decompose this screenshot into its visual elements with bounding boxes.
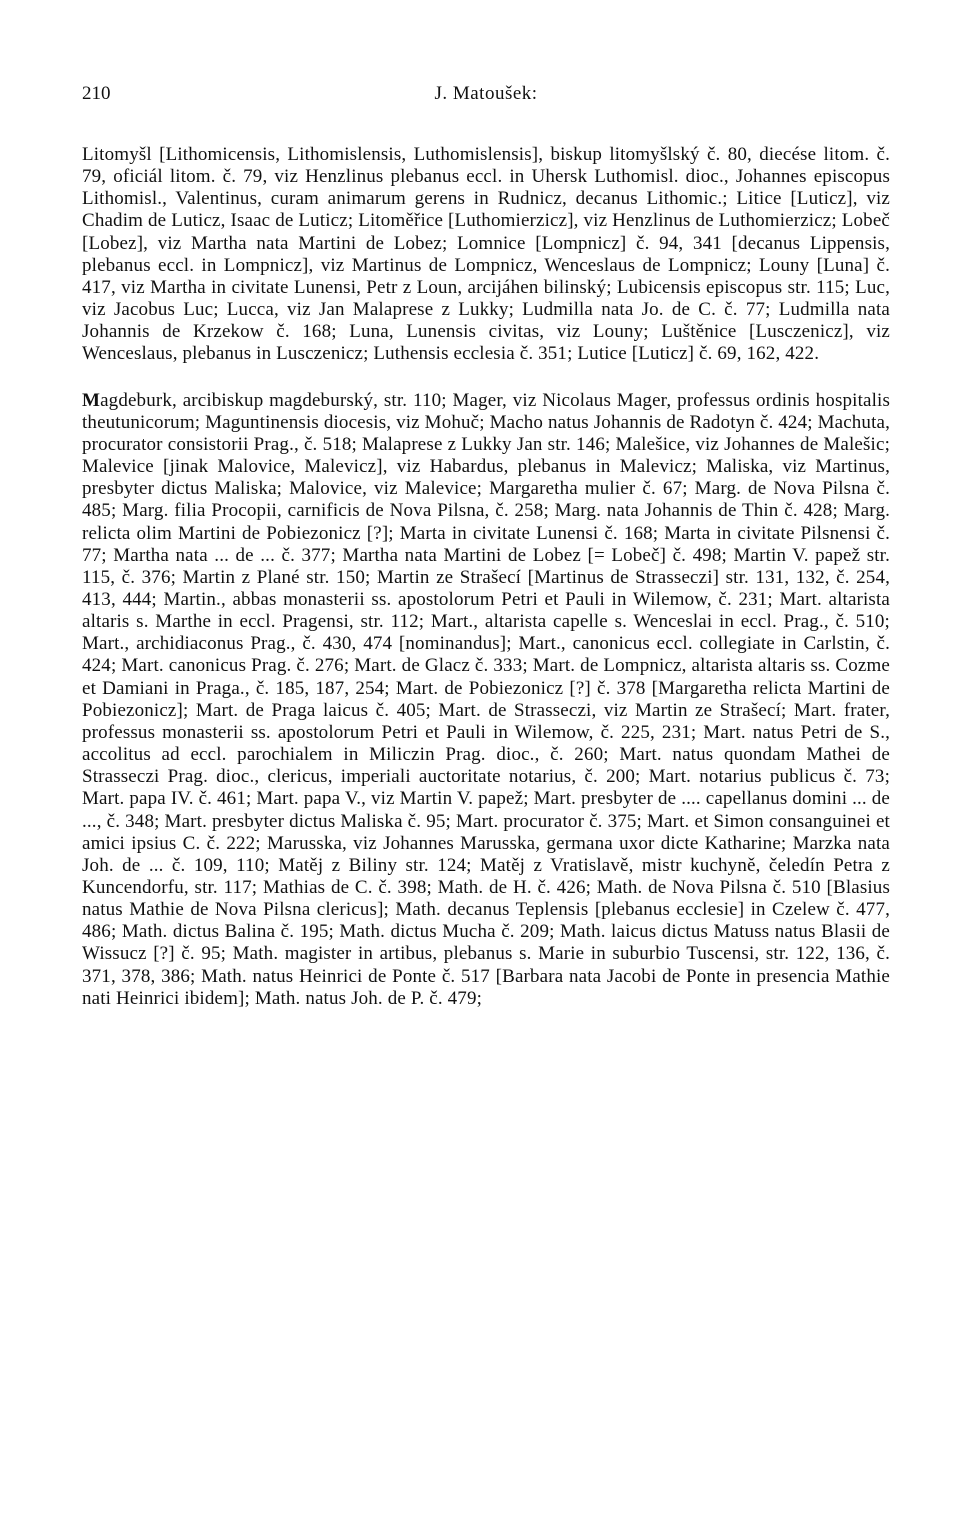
section-initial-letter: M <box>82 389 101 411</box>
index-entry-paragraph-m <box>82 390 890 1010</box>
document-page <box>82 72 890 1010</box>
paragraph-text: Litomyšl [Lithomicensis, Lithomislensis, Luthomislensis], biskup litomyšlský č. 80, diecése litom. č. 79, oficiál litom. č. 79, viz Henzlinus plebanus eccl. in Uhersk Luthomisl. dioc., Johannes episcopus Lithomisl., Valentinus, curam animarum gerens in Rudnicz, decanus Lithomic.; Litice [Luticz], viz Chadim de Luticz, Isaac de Luticz; Litoměřice [Luthomierzicz], viz Henzlinus de Luthomierzicz; Lobeč [Lobez], viz Martha nata Martini de Lobez; Lomnice [Lompnicz] č. 94, 341 [decanus Lippensis, plebanus eccl. in Lompnicz], viz Martinus de Lompnicz, Wenceslaus de Lompnicz; Louny [Luna] č. 417, viz Martha in civitate Lunensi, Petr z Loun, arcijáhen bilinský; Lubicensis episcopus str. 115; Luc, viz Jacobus Luc; Lucca, viz Jan Malaprese z Lukky; Ludmilla nata Jo. de C. č. 77; Ludmilla nata Johannis de Krzekow č. 168; Luna, Lunensis civitas, viz Louny; Luštěnice [Lusczenicz], viz Wenceslaus, plebanus in Lusczenicz; Luthensis ecclesia č. 351; Lutice [Luticz] č. 69, 162, 422. <box>82 144 890 365</box>
index-body <box>82 144 890 1010</box>
running-head <box>82 72 890 116</box>
page-number: 210 <box>82 83 111 104</box>
paragraph-text: agdeburk, arcibiskup magdeburský, str. 110; Mager, viz Nicolaus Mager, professus ordinis hospitalis theutunicorum; Maguntinensis diocesis, viz Mohuč; Macho natus Johannis de Radotyn č. 424; Machuta, procurator consistorii Prag., č. 518; Malaprese z Lukky Jan str. 146; Malešice, viz Johannes de Malešic; Malevice [jinak Malovice, Malevicz], viz Habardus, plebanus in Malevicz; Maliska, viz Martinus, presbyter dictus Maliska; Malovice, viz Malevice; Margaretha mulier č. 67; Marg. de Nova Pilsna č. 485; Marg. filia Procopii, carnificis de Nova Pilsna, č. 258; Marg. nata Johannis de Thin č. 428; Marg. relicta olim Martini de Pobiezonicz [?]; Marta in civitate Lunensi č. 168; Marta in civitate Pilsnensi č. 77; Martha nata ... de ... č. 377; Martha nata Martini de Lobez [= Lobeč] č. 498; Martin V. papež str. 115, č. 376; Martin z Plané str. 150; Martin ze Strašecí [Martinus de Strasseczi] str. 131, 132, č. 254, 413, 444; Martin., abbas monasterii ss. apostolorum Petri et Pauli in Wilemow, č. 231; Mart. altarista altaris s. Marthe in eccl. Pragensi, str. 112; Mart., altarista capelle s. Wenceslai in eccl. Prag., č. 510; Mart., archidiaconus Prag., č. 430, 474 [nominandus]; Mart., canonicus eccl. collegiate in Carlstin, č. 424; Mart. canonicus Prag. č. 276; Mart. de Glacz č. 333; Mart. de Lompnicz, altarista altaris ss. Cozme et Damiani in Praga., č. 185, 187, 254; Mart. de Pobiezonicz [?] č. 378 [Margaretha relicta Martini de Pobiezonicz]; Mart. de Praga laicus č. 405; Mart. de Strasseczi, viz Martin ze Strašecí; Mart. frater, professus monasterii ss. apostolorum Petri et Pauli in Wilemow, č. 225, 231; Mart. natus Petri de S., accolitus ad eccl. parochialem in Miliczin Prag. dioc., č. 260; Mart. natus quondam Mathei de Strasseczi Prag. dioc., clericus, imperiali auctoritate notarius, č. 200; Mart. notarius publicus č. 73; Mart. papa IV. č. 461; Mart. papa V., viz Martin V. papež; Mart. presbyter de .... capellanus domini ... de ..., č. 348; Mart. presbyter dictus Maliska č. 95; Mart. procurator č. 375; Mart. et Simon consanguinei et amici ipsius C. č. 222; Marusska, viz Johannes Marusska, germana uxor dicte Katharine; Marzka nata Joh. de ... č. 109, 110; Matěj z Biliny str. 124; Matěj z Vratislavě, mistr kuchyně, čeledín Petra z Kuncendorfu, str. 117; Mathias de C. č. 398; Math. de H. č. 426; Math. de Nova Pilsna č. 510 [Blasius natus Mathie de Nova Pilsna clericus]; Math. decanus Teplensis [plebanus ecclesie] in Czelew č. 477, 486; Math. dictus Balina č. 195; Math. dictus Mucha č. 209; Math. laicus dictus Matuss natus Blasii de Wissucz [?] č. 95; Math. magister in artibus, plebanus s. Marie in suburbio Tuscensi, str. 122, 136, č. 371, 378, 386; Math. natus Heinrici de Ponte č. 517 [Barbara nata Jacobi de Ponte in presencia Mathie nati Heinrici ibidem]; Math. natus Joh. de P. č. 479; <box>82 389 890 1009</box>
index-entry-paragraph-l <box>82 144 890 366</box>
running-title: J. Matoušek: <box>434 83 538 104</box>
